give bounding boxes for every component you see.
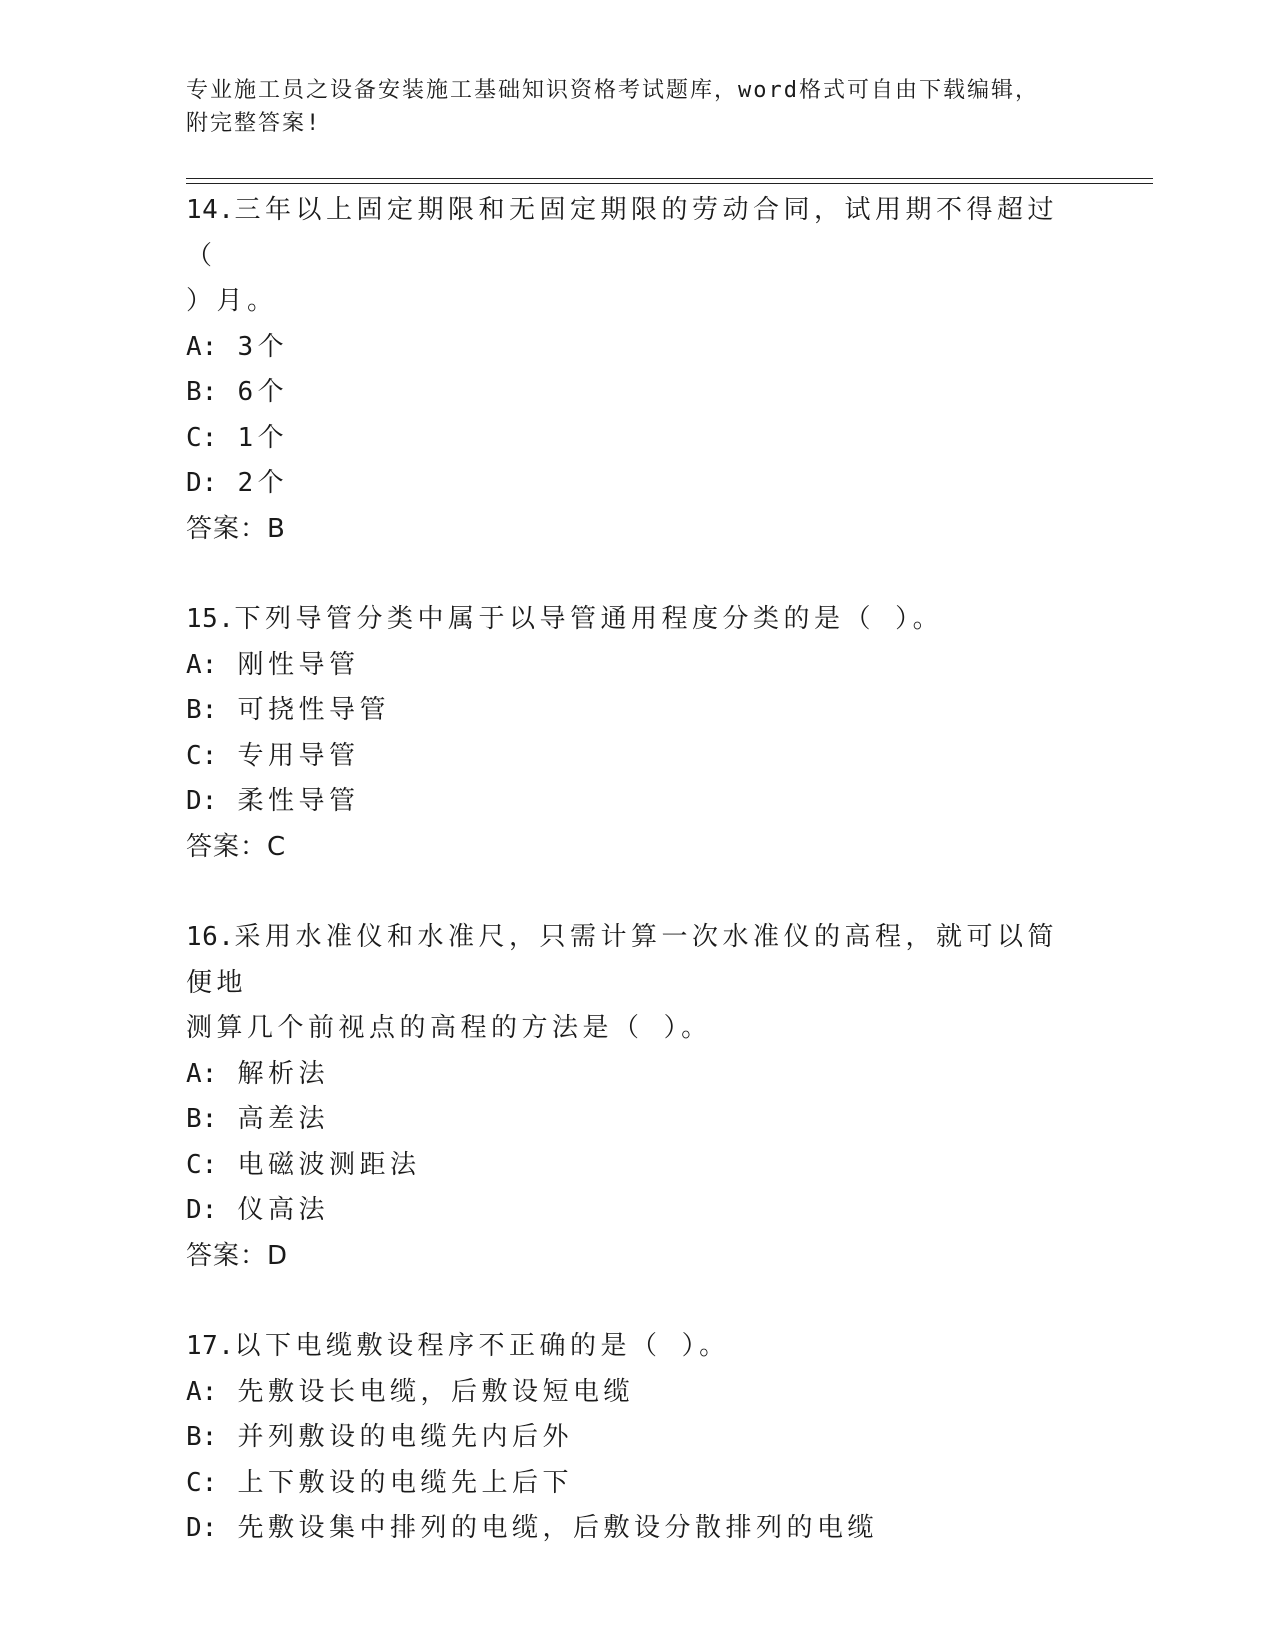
option-text: 刚性导管 [237,649,360,680]
question-number: 16. [186,922,235,952]
question-text-line-1: 以下电缆敷设程序不正确的是（ ）。 [234,1331,730,1361]
option-c [186,416,1146,462]
question-number: 14. [186,195,235,225]
option-text: 1个 [237,422,289,453]
option-text: 专用导管 [237,740,360,771]
header-line-1: 专业施工员之设备安装施工基础知识资格考试题库，word格式可自由下载编辑， [186,78,1039,103]
option-label: B: [186,1422,218,1452]
answer-line: 答案：C [186,831,287,862]
question-text-line-1: 下列导管分类中属于以导管通用程度分类的是（ ）。 [234,604,944,634]
option-b [186,1415,1146,1461]
option-text: 6个 [237,377,289,407]
option-d [186,1188,1146,1234]
option-text: 解析法 [237,1058,329,1089]
option-label: C: [186,1149,218,1180]
option-label: B: [186,695,218,725]
answer-line: 答案：B [186,513,286,544]
option-text: 3个 [237,331,289,362]
option-label: D: [186,468,218,498]
option-text: 并列敷设的电缆先内后外 [237,1422,573,1452]
option-c [186,734,1146,780]
option-text: 仪高法 [237,1195,329,1225]
option-a [186,325,1146,371]
option-label: D: [186,1513,218,1543]
option-b [186,1097,1146,1143]
option-label: C: [186,1467,218,1498]
option-a [186,1370,1146,1416]
option-text: 2个 [237,468,289,498]
header-line-2: 附完整答案! [186,111,322,136]
option-label: A: [186,1376,218,1407]
option-c [186,1461,1146,1507]
option-label: C: [186,422,218,453]
header-divider-top [186,178,1153,179]
option-text: 先敷设集中排列的电缆，后敷设分散排列的电缆 [237,1513,878,1543]
option-text: 先敷设长电缆，后敷设短电缆 [237,1376,634,1407]
option-text: 可挠性导管 [237,695,390,725]
question-number: 15. [186,604,235,634]
question-stem [186,1324,1066,1370]
question-text-line-1: 三年以上固定期限和无固定期限的劳动合同，试用期不得超过（ [186,195,1058,271]
question-text-line-2: ）月。 [186,286,278,316]
option-label: A: [186,331,218,362]
option-d [186,779,1146,825]
question-list [186,188,1146,1597]
question-stem [186,188,1066,325]
option-label: D: [186,1195,218,1225]
question-17 [186,1324,1146,1552]
question-number: 17. [186,1331,235,1361]
answer-line: 答案：D [186,1240,289,1271]
option-a [186,643,1146,689]
option-b [186,688,1146,734]
option-c [186,1143,1146,1189]
question-15 [186,597,1146,870]
option-d [186,1506,1146,1552]
header-divider-bottom [186,183,1153,184]
option-d [186,461,1146,507]
option-label: A: [186,1058,218,1089]
option-label: B: [186,377,218,407]
option-b [186,370,1146,416]
option-text: 柔性导管 [237,786,360,816]
question-16 [186,915,1146,1279]
option-text: 上下敷设的电缆先上后下 [237,1467,573,1498]
question-text-line-1: 采用水准仪和水准尺，只需计算一次水准仪的高程，就可以简便地 [186,922,1058,998]
option-label: B: [186,1104,218,1134]
option-label: C: [186,740,218,771]
option-a [186,1052,1146,1098]
question-stem [186,915,1066,1052]
question-text-line-2: 测算几个前视点的高程的方法是（ ）。 [186,1013,712,1043]
question-14 [186,188,1146,552]
question-stem [186,597,1066,643]
document-header [186,74,1066,140]
option-label: D: [186,786,218,816]
option-text: 电磁波测距法 [237,1149,421,1180]
option-text: 高差法 [237,1104,329,1134]
option-label: A: [186,649,218,680]
